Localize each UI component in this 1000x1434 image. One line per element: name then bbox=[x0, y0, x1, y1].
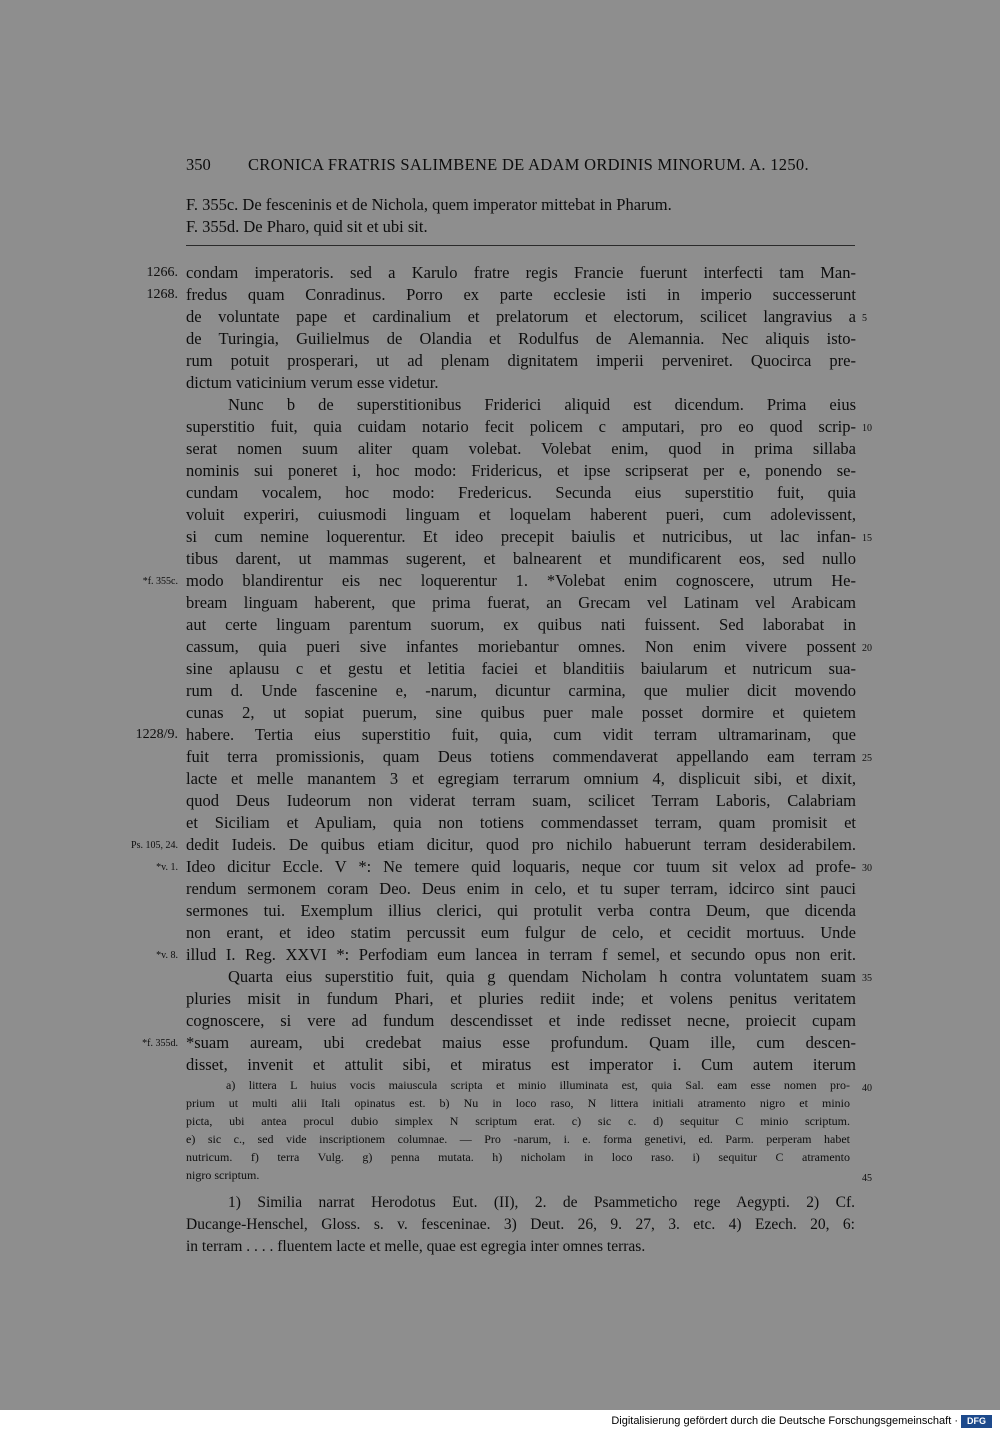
funding-notice: Digitalisierung gefördert durch die Deutsche Forschungsgemeinschaft · bbox=[611, 1415, 958, 1427]
text-line: dictum vaticinium verum esse videtur. bbox=[186, 373, 439, 392]
text-line: illud I. Reg. XXVI *: Perfodiam eum lancea in terram f semel, et secundo opus non erit. bbox=[186, 945, 856, 964]
margin-date: 1268. bbox=[146, 287, 178, 302]
text-line: sermones tui. Exemplum illius clerici, qui protulit verba contra Deum, que dicenda bbox=[186, 901, 856, 920]
line-number: 25 bbox=[862, 753, 872, 764]
text-line: quod Deus Iudeorum non viderat terram suam, scilicet Terram Laboris, Calabriam bbox=[186, 791, 856, 810]
margin-date: 1228/9. bbox=[135, 727, 178, 742]
text-line: Quarta eius superstitio fuit, quia g quendam Nicholam h contra voluntatem suam bbox=[228, 967, 856, 986]
margin-folio-ref: *f. 355d. bbox=[142, 1038, 178, 1049]
text-line: bream linguam haberent, que prima fuerat, an Grecam vel Latinam vel Arabicam bbox=[186, 593, 856, 612]
text-line: rendum sermonem coram Deo. Deus enim in celo, et tu super terram, idcirco sint pauci bbox=[186, 879, 856, 898]
text-line: cognoscere, si vere ad fundum descendisset et inde redisset necne, proiecit cupam bbox=[186, 1011, 856, 1030]
text-line: cunas 2, ut sopiat puerum, sine quibus puer male posset dormire et quietem bbox=[186, 703, 856, 722]
text-line: non erant, et ideo statim percussit eum fulgur de celo, et cecidit mortuus. Unde bbox=[186, 923, 856, 942]
text-line: fredus quam Conradinus. Porro ex parte ecclesie isti in imperio successerunt bbox=[186, 285, 856, 304]
text-line: de Turingia, Guilielmus de Olandia et Rodulfus de Alemannia. Nec aliquis isto- bbox=[186, 329, 856, 348]
apparatus-note: prium ut multi alii Itali opinatus est. b) Nu in loco raso, N littera initiali atramento nigro et minio bbox=[186, 1096, 850, 1110]
margin-folio-ref: *f. 355c. bbox=[142, 576, 178, 587]
line-number: 45 bbox=[862, 1173, 872, 1184]
text-line: cundam vocalem, hoc modo: Fredericus. Secunda eius superstitio fuit, quia bbox=[186, 483, 856, 502]
line-number: 20 bbox=[862, 643, 872, 654]
margin-bible-ref: *v. 1. bbox=[156, 862, 178, 873]
text-line: Nunc b de superstitionibus Friderici aliquid est dicendum. Prima eius bbox=[228, 395, 856, 414]
text-line: habere. Tertia eius superstitio fuit, quia, cum vidit terram ultramarinam, que bbox=[186, 725, 856, 744]
running-title: CRONICA FRATRIS SALIMBENE DE ADAM ORDINIS MINORUM. A. 1250. bbox=[248, 155, 809, 174]
text-line: *suam auream, ubi credebat maius esse profundum. Quam ille, cum descen- bbox=[186, 1033, 856, 1052]
source-note: in terram . . . . fluentem lacte et melle, quae est egregia inter omnes terras. bbox=[186, 1238, 646, 1255]
text-line: de voluntate pape et cardinalium et prelatorum et electorum, scilicet langravius a bbox=[186, 307, 856, 326]
apparatus-note: a) littera L huius vocis maiuscula scripta et minio illuminata est, quia Sal. eam esse nomen pro- bbox=[226, 1078, 850, 1092]
text-line: aut certe linguam parentum suorum, ex quibus nati fuissent. Sed laborabat in bbox=[186, 615, 856, 634]
line-number: 35 bbox=[862, 973, 872, 984]
text-line: si cum nemine loquerentur. Et ideo precepit baiulis et nutricibus, ut lac infan- bbox=[186, 527, 856, 546]
text-line: disset, invenit et attulit sibi, et miratus est imperator i. Cum autem iterum bbox=[186, 1055, 856, 1074]
footer-bar bbox=[0, 1410, 1000, 1434]
margin-bible-ref: Ps. 105, 24. bbox=[131, 840, 178, 851]
summary-line: F. 355d. De Pharo, quid sit et ubi sit. bbox=[186, 217, 428, 236]
apparatus-note: nutricum. f) terra Vulg. g) penna mutata. h) nicholam in loco raso. i) sequitur C atramento bbox=[186, 1150, 850, 1164]
source-note: 1) Similia narrat Herodotus Eut. (II), 2. de Psammeticho rege Aegypti. 2) Cf. bbox=[228, 1194, 855, 1211]
summary-line: F. 355c. De fesceninis et de Nichola, quem imperator mittebat in Pharum. bbox=[186, 195, 672, 214]
source-note: Ducange-Henschel, Gloss. s. v. fesceninae. 3) Deut. 26, 9. 27, 3. etc. 4) Ezech. 20, 6: bbox=[186, 1216, 855, 1233]
text-line: tibus darent, ut mammas sugerent, et balnearent et mundificarent eos, sed nullo bbox=[186, 549, 856, 568]
line-number: 15 bbox=[862, 533, 872, 544]
text-line: Ideo dicitur Eccle. V *: Ne temere quid loquaris, neque cor tuum sit velox ad profe- bbox=[186, 857, 856, 876]
text-line: fuit terra promissionis, quam Deus totiens commendaverat appellando eam terram bbox=[186, 747, 856, 766]
apparatus-note: e) sic c., sed vide inscriptionem columnae. — Pro -narum, i. e. forma genetivi, ed. Parm. perperam habet bbox=[186, 1132, 850, 1146]
text-line: dedit Iudeis. De quibus etiam dicitur, quod pro nichilo habuerunt terram desiderabilem. bbox=[186, 835, 856, 854]
text-line: voluit experiri, cuiusmodi linguam et loquelam haberent pueri, cum adolevissent, bbox=[186, 505, 856, 524]
text-line: cassum, quia pueri sive infantes moriebantur omnes. Non enim vivere possent bbox=[186, 637, 856, 656]
text-line: et Siciliam et Apuliam, quia non totiens commendasset terram, quam promisit et bbox=[186, 813, 856, 832]
dfg-logo: DFG bbox=[961, 1415, 992, 1428]
text-line: pluries misit in fundum Phari, et pluries rediit inde; et volens penitus veritatem bbox=[186, 989, 856, 1008]
line-number: 10 bbox=[862, 423, 872, 434]
line-number: 30 bbox=[862, 863, 872, 874]
text-line: sine aplausu c et gestu et letitia faciei et blanditiis baiularum et nutricum sua- bbox=[186, 659, 856, 678]
text-line: rum d. Unde fascenine e, -narum, dicuntur carmina, que mulier dicit movendo bbox=[186, 681, 856, 700]
margin-bible-ref: *v. 8. bbox=[156, 950, 178, 961]
text-line: modo blandirentur eis nec loquerentur 1. *Volebat enim cognoscere, utrum He- bbox=[186, 571, 856, 590]
apparatus-note: nigro scriptum. bbox=[186, 1168, 260, 1182]
text-line: lacte et melle manantem 3 et egregiam terrarum omnium 4, displicuit sibi, et dixit, bbox=[186, 769, 856, 788]
apparatus-note: picta, ubi antea procul dubio simplex N scriptum erat. c) sic c. d) sequitur C minio scriptum. bbox=[186, 1114, 850, 1128]
text-line: serat nomen suum aliter quam volebat. Volebat enim, quod in prima sillaba bbox=[186, 439, 856, 458]
header-rule bbox=[186, 245, 855, 246]
line-number: 40 bbox=[862, 1083, 872, 1094]
page-number: 350 bbox=[186, 155, 211, 174]
line-number: 5 bbox=[862, 313, 867, 324]
text-line: condam imperatoris. sed a Karulo fratre regis Francie fuerunt interfecti tam Man- bbox=[186, 263, 856, 282]
text-line: superstitio fuit, quia cuidam notario fecit policem c amputari, pro eo quod scrip- bbox=[186, 417, 856, 436]
text-line: nominis sui poneret i, hoc modo: Fridericus, et ipse scripserat per e, ponendo se- bbox=[186, 461, 856, 480]
text-line: rum potuit prosperari, ut ad plenam dignitatem imperii perveniret. Quocirca pre- bbox=[186, 351, 856, 370]
margin-date: 1266. bbox=[146, 265, 178, 280]
